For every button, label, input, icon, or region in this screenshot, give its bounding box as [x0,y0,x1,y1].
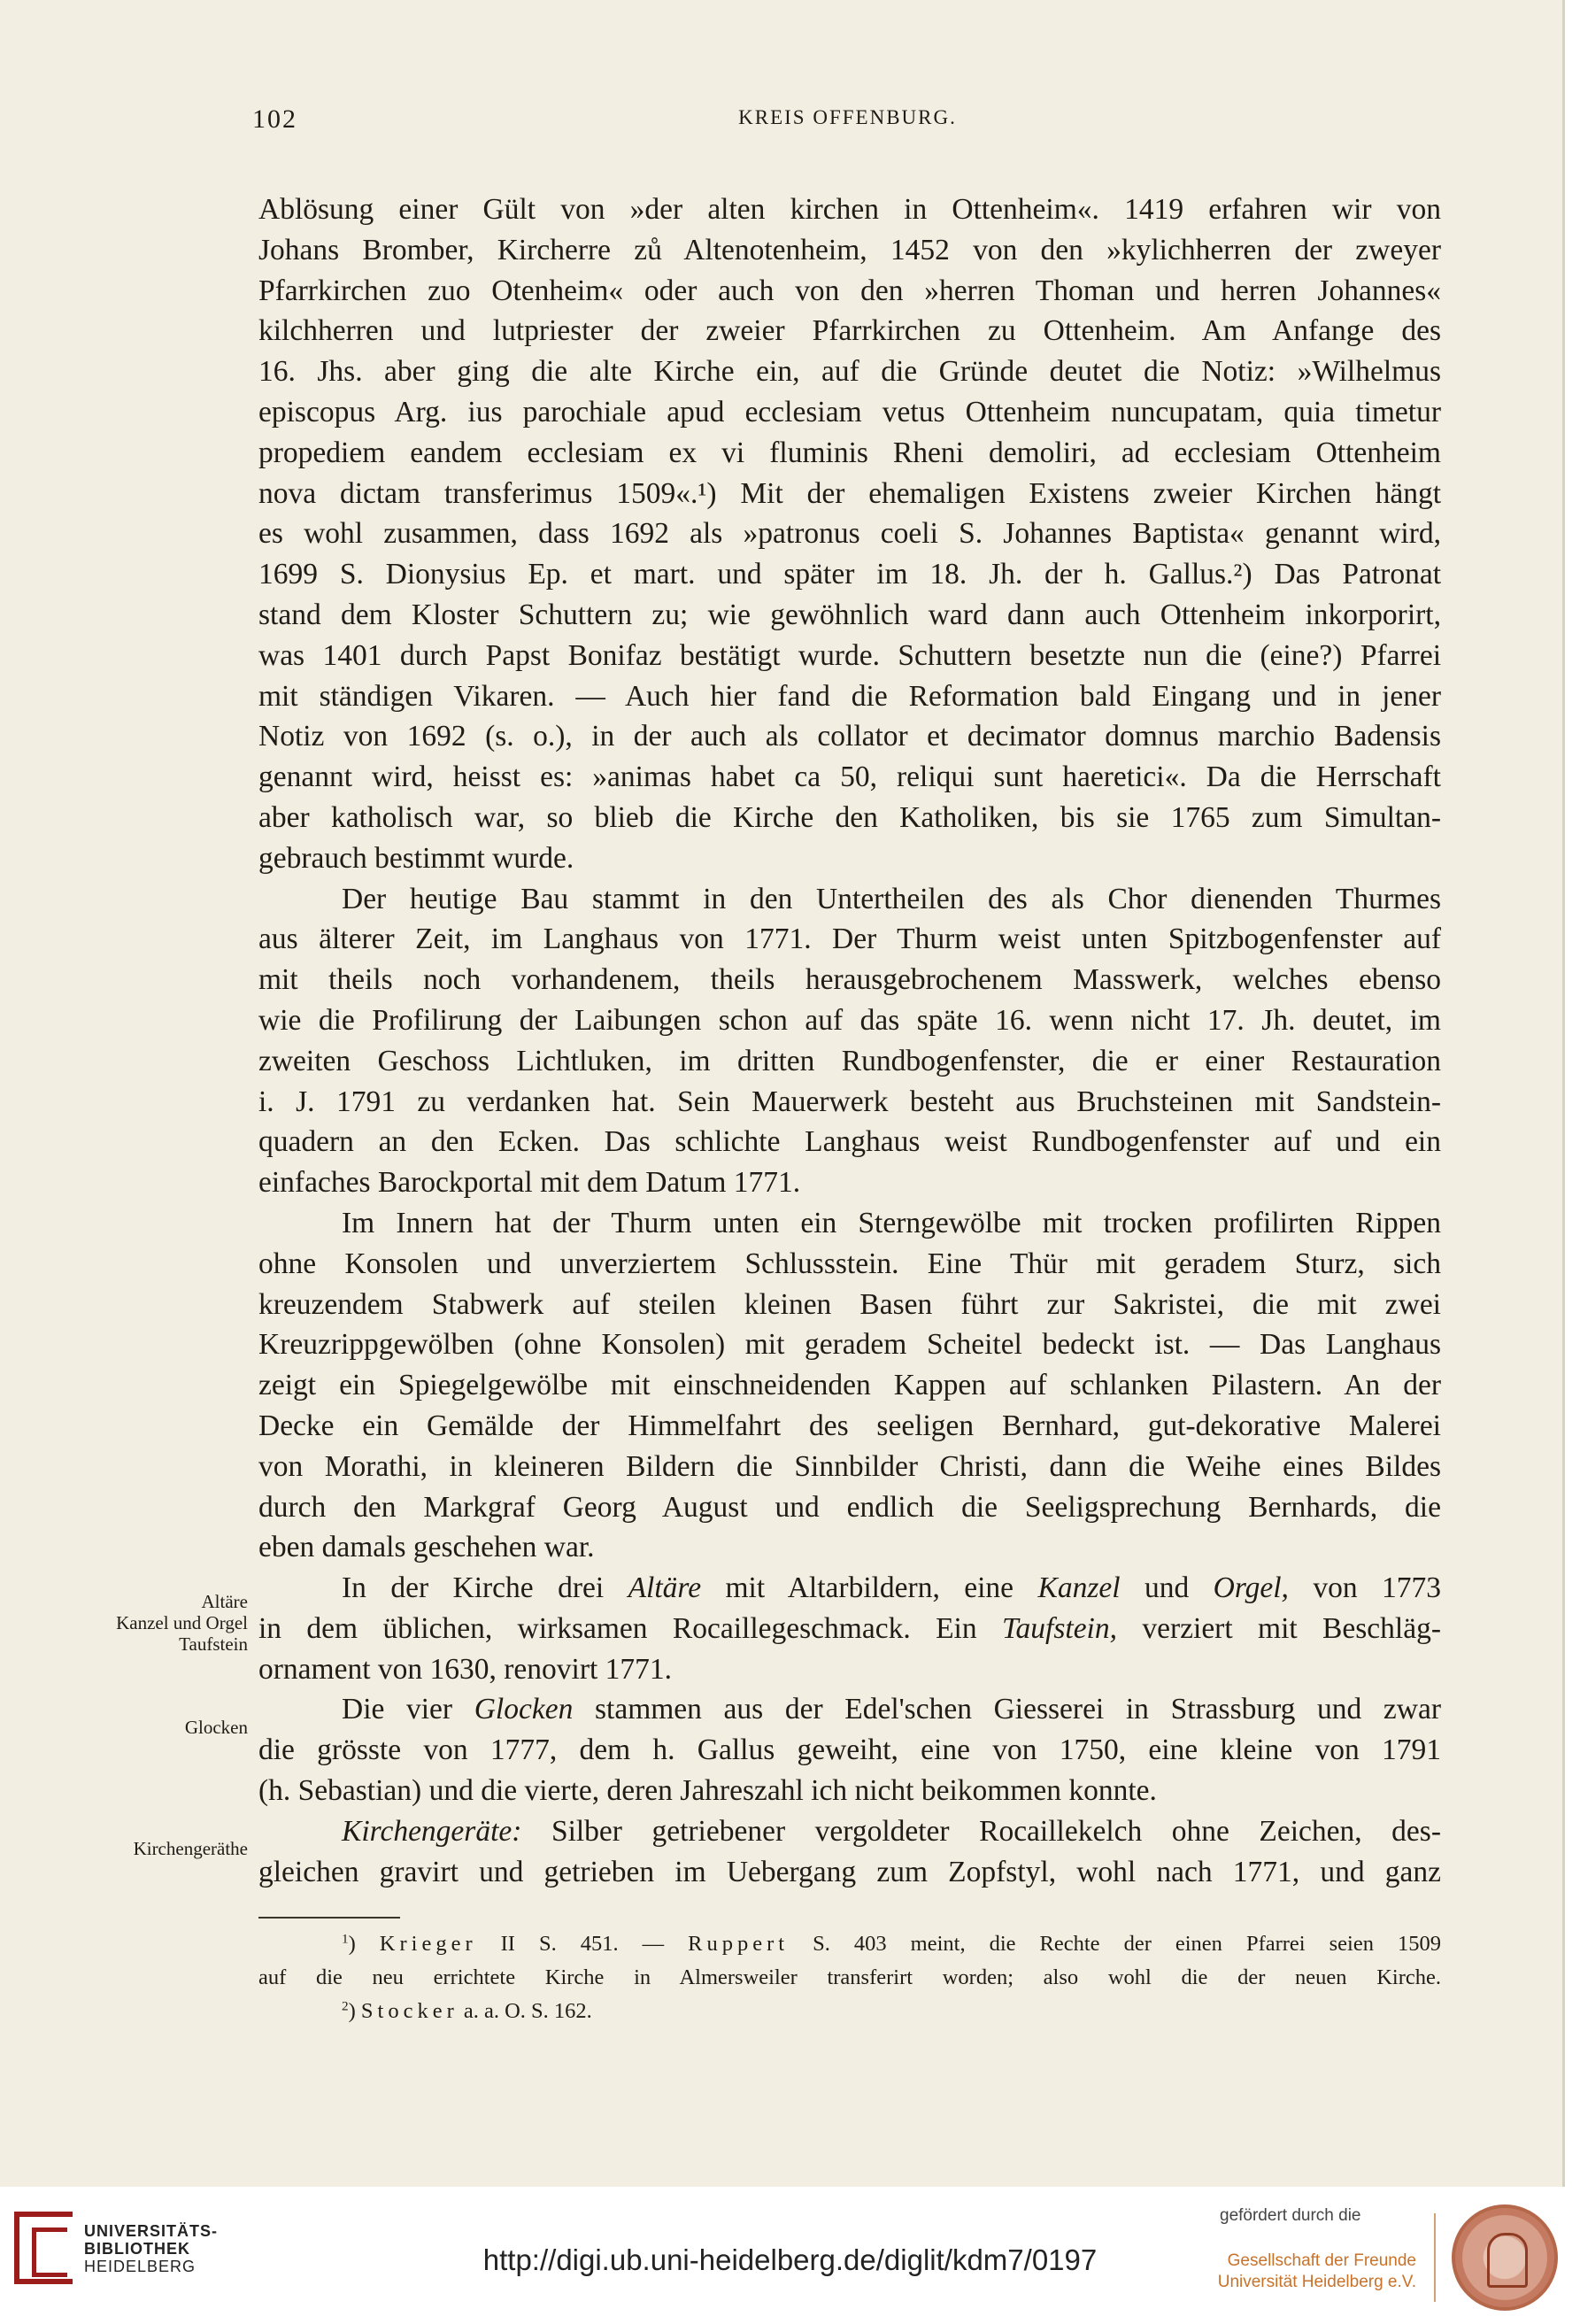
text-line: kreuzendem Stabwerk auf steilen kleinen Basen führt zur Sakristei, die mit zwei [258,1287,1441,1321]
page-number: 102 [252,104,297,134]
text-line: episcopus Arg. ius parochiale apud ecclesiam vetus Ottenheim nuncupatam, quia timetur [258,395,1441,429]
keyword-taufstein: Taufstein, [1001,1611,1117,1645]
text-line: zeigt ein Spiegelgewölbe mit einschneidenden Kappen auf schlanken Pilastern. An der [258,1369,1441,1402]
text-line: Notiz von 1692 (s. o.), in der auch als collator et decimator domnus marchio Badensis [258,720,1441,753]
text-line: Ablösung einer Gült von »der alten kirchen in Ottenheim«. 1419 erfahren wir von [258,193,1441,226]
text-line: Pfarrkirchen zuo Otenheim« oder auch von den »herren Thoman und herren Johannes« [258,274,1441,307]
taufstein-line: in dem üblichen, wirksamen Rocaillegeschmack. Ein Taufstein, verziert mit Beschläg- [258,1611,1441,1645]
sponsor-label: gefördert durch die [1220,2206,1361,2225]
sponsor-name: Gesellschaft der Freunde Universität Heidelberg e.V. [1217,2251,1416,2291]
text-line: Johans Bromber, Kircherre zů Altenotenheim, 1452 von den »kylichherren der zweyer [258,233,1441,266]
glocken-line: Die vier Glocken stammen aus der Edel'schen Giesserei in Strassburg und zwar [342,1693,1442,1726]
keyword-glocken: Glocken [474,1693,574,1726]
text-line: mit theils noch vorhandenem, theils herausgebrochenem Masswerk, welches ebenso [258,963,1441,997]
text-line: nova dictam transferimus 1509«.¹) Mit der ehemaligen Existens zweier Kirchen hängt [258,476,1441,510]
footnote-rule [258,1917,400,1919]
text-line: Kreuzrippgewölben (ohne Konsolen) mit geradem Scheitel bedeckt ist. — Das Langhaus [258,1328,1441,1362]
text-line: wie die Profilirung der Laibungen schon auf das späte 16. wenn nicht 17. Jh. deutet, im [258,1003,1441,1037]
text-line: genannt wird, heisst es: »animas habet ca 50, reliqui sunt haeretici«. Da die Herrschaft [258,761,1441,794]
text-line: Decke ein Gemälde der Himmelfahrt des seeligen Bernhard, gut-dekorative Malerei [258,1409,1441,1442]
footnote-1-continued: auf die neu errichtete Kirche in Almersweiler transferirt worden; also wohl die der neuen Kirche. [258,1965,1441,1989]
footer-divider [1434,2213,1436,2302]
text-line: die grösste von 1777, dem h. Gallus geweiht, eine von 1750, eine kleine von 1791 [258,1733,1441,1767]
library-name: UNIVERSITÄTS- BIBLIOTHEK HEIDELBERG [84,2222,219,2275]
keyword-kanzel: Kanzel [1037,1571,1121,1605]
page-header [252,104,1443,140]
running-title: KREIS OFFENBURG. [738,106,957,128]
footnote-2: $^2$) Stocker a. a. O. S. 162. [342,1998,592,2023]
keyword-orgel: Orgel, [1213,1571,1289,1605]
text-line: was 1401 durch Papst Bonifaz bestätigt wurde. Schuttern besetzte nun die (eine?) Pfarrei [258,638,1441,672]
text-line: (h. Sebastian) und die vierte, deren Jahreszahl ich nicht beikommen konnte. [258,1774,1157,1808]
keyword-altaere: Altäre [628,1571,702,1605]
text-line: i. J. 1791 zu verdanken hat. Sein Mauerwerk besteht aus Bruchsteinen mit Sandstein- [258,1085,1441,1118]
altar-line: In der Kirche drei Altäre mit Altarbildern, eine Kanzel und Orgel, von 1773 [342,1571,1442,1605]
text-line: gleichen gravirt und getrieben im Uebergang zum Zopfstyl, wohl nach 1771, und ganz [258,1855,1441,1888]
text-line: ornament von 1630, renovirt 1771. [258,1652,673,1686]
text-line: von Morathi, in kleineren Bildern die Sinnbilder Christi, dann die Weihe eines Bildes [258,1449,1441,1483]
footnote-1: $^1$) Krieger II S. 451. — Ruppert S. 403 meint, die Rechte der einen Pfarrei seien 1509 [342,1931,1441,1956]
text-line: aber katholisch war, so blieb die Kirche den Katholiken, bis sie 1765 zum Simultan- [258,800,1441,834]
text-line: quadern an den Ecken. Das schlichte Langhaus weist Rundbogenfenster auf und ein [258,1125,1441,1159]
text-line: kilchherren und lutpriester der zweier Pfarrkirchen zu Ottenheim. Am Anfange des [258,314,1441,348]
text-line: 16. Jhs. aber ging die alte Kirche ein, auf die Gründe deutet die Notiz: »Wilhelmus [258,355,1441,389]
margin-note-altaere: Altäre [201,1591,248,1612]
geraete-line: Kirchengeräte: Silber getriebener vergoldeter Rocaillekelch ohne Zeichen, des- [342,1814,1441,1848]
margin-note-taufstein: Taufstein [179,1633,248,1655]
margin-note-kanzel-orgel: Kanzel und Orgel [116,1612,248,1633]
text-line: Im Innern hat der Thurm unten ein Sterngewölbe mit trocken profilirten Rippen [342,1206,1441,1239]
university-seal-icon [1452,2204,1558,2311]
text-line: es wohl zusammen, dass 1692 als »patronus coeli S. Johannes Baptista« genannt wird, [258,517,1441,551]
footer-bar [0,2187,1580,2324]
text-line: eben damals geschehen war. [258,1531,595,1564]
text-line: aus älterer Zeit, im Langhaus von 1771. Der Thurm weist unten Spitzbogenfenster auf [258,923,1441,956]
keyword-kirchengeraete: Kirchengeräte: [342,1814,522,1848]
permalink-url[interactable]: http://digi.ub.uni-heidelberg.de/diglit/kdm7/0197 [482,2243,1098,2276]
text-line: 1699 S. Dionysius Ep. et mart. und später im 18. Jh. der h. Gallus.²) Das Patronat [258,558,1441,591]
text-line: propediem eandem ecclesiam ex vi fluminis Rheni demoliri, ad ecclesiam Ottenheim [258,436,1441,469]
text-line: stand dem Kloster Schuttern zu; wie gewöhnlich ward dann auch Ottenheim inkorporirt, [258,598,1441,631]
text-line: gebrauch bestimmt wurde. [258,841,574,875]
text-line: ohne Konsolen und unverziertem Schlussstein. Eine Thür mit geradem Sturz, sich [258,1247,1441,1280]
text-line: zweiten Geschoss Lichtluken, im dritten Rundbogenfenster, die er einer Restauration [258,1044,1441,1077]
margin-note-kirchengeraethe: Kirchengeräthe [133,1838,248,1859]
text-line: mit ständigen Vikaren. — Auch hier fand die Reformation bald Eingang und in jener [258,679,1441,713]
text-line: Der heutige Bau stammt in den Untertheilen des als Chor dienenden Thurmes [342,882,1441,915]
text-line: durch den Markgraf Georg August und endlich die Seeligsprechung Bernhards, die [258,1490,1441,1524]
footnotes [258,1927,1441,2028]
margin-note-glocken: Glocken [184,1717,248,1738]
body-text [258,189,1441,1892]
text-line: einfaches Barockportal mit dem Datum 1771. [258,1166,801,1200]
